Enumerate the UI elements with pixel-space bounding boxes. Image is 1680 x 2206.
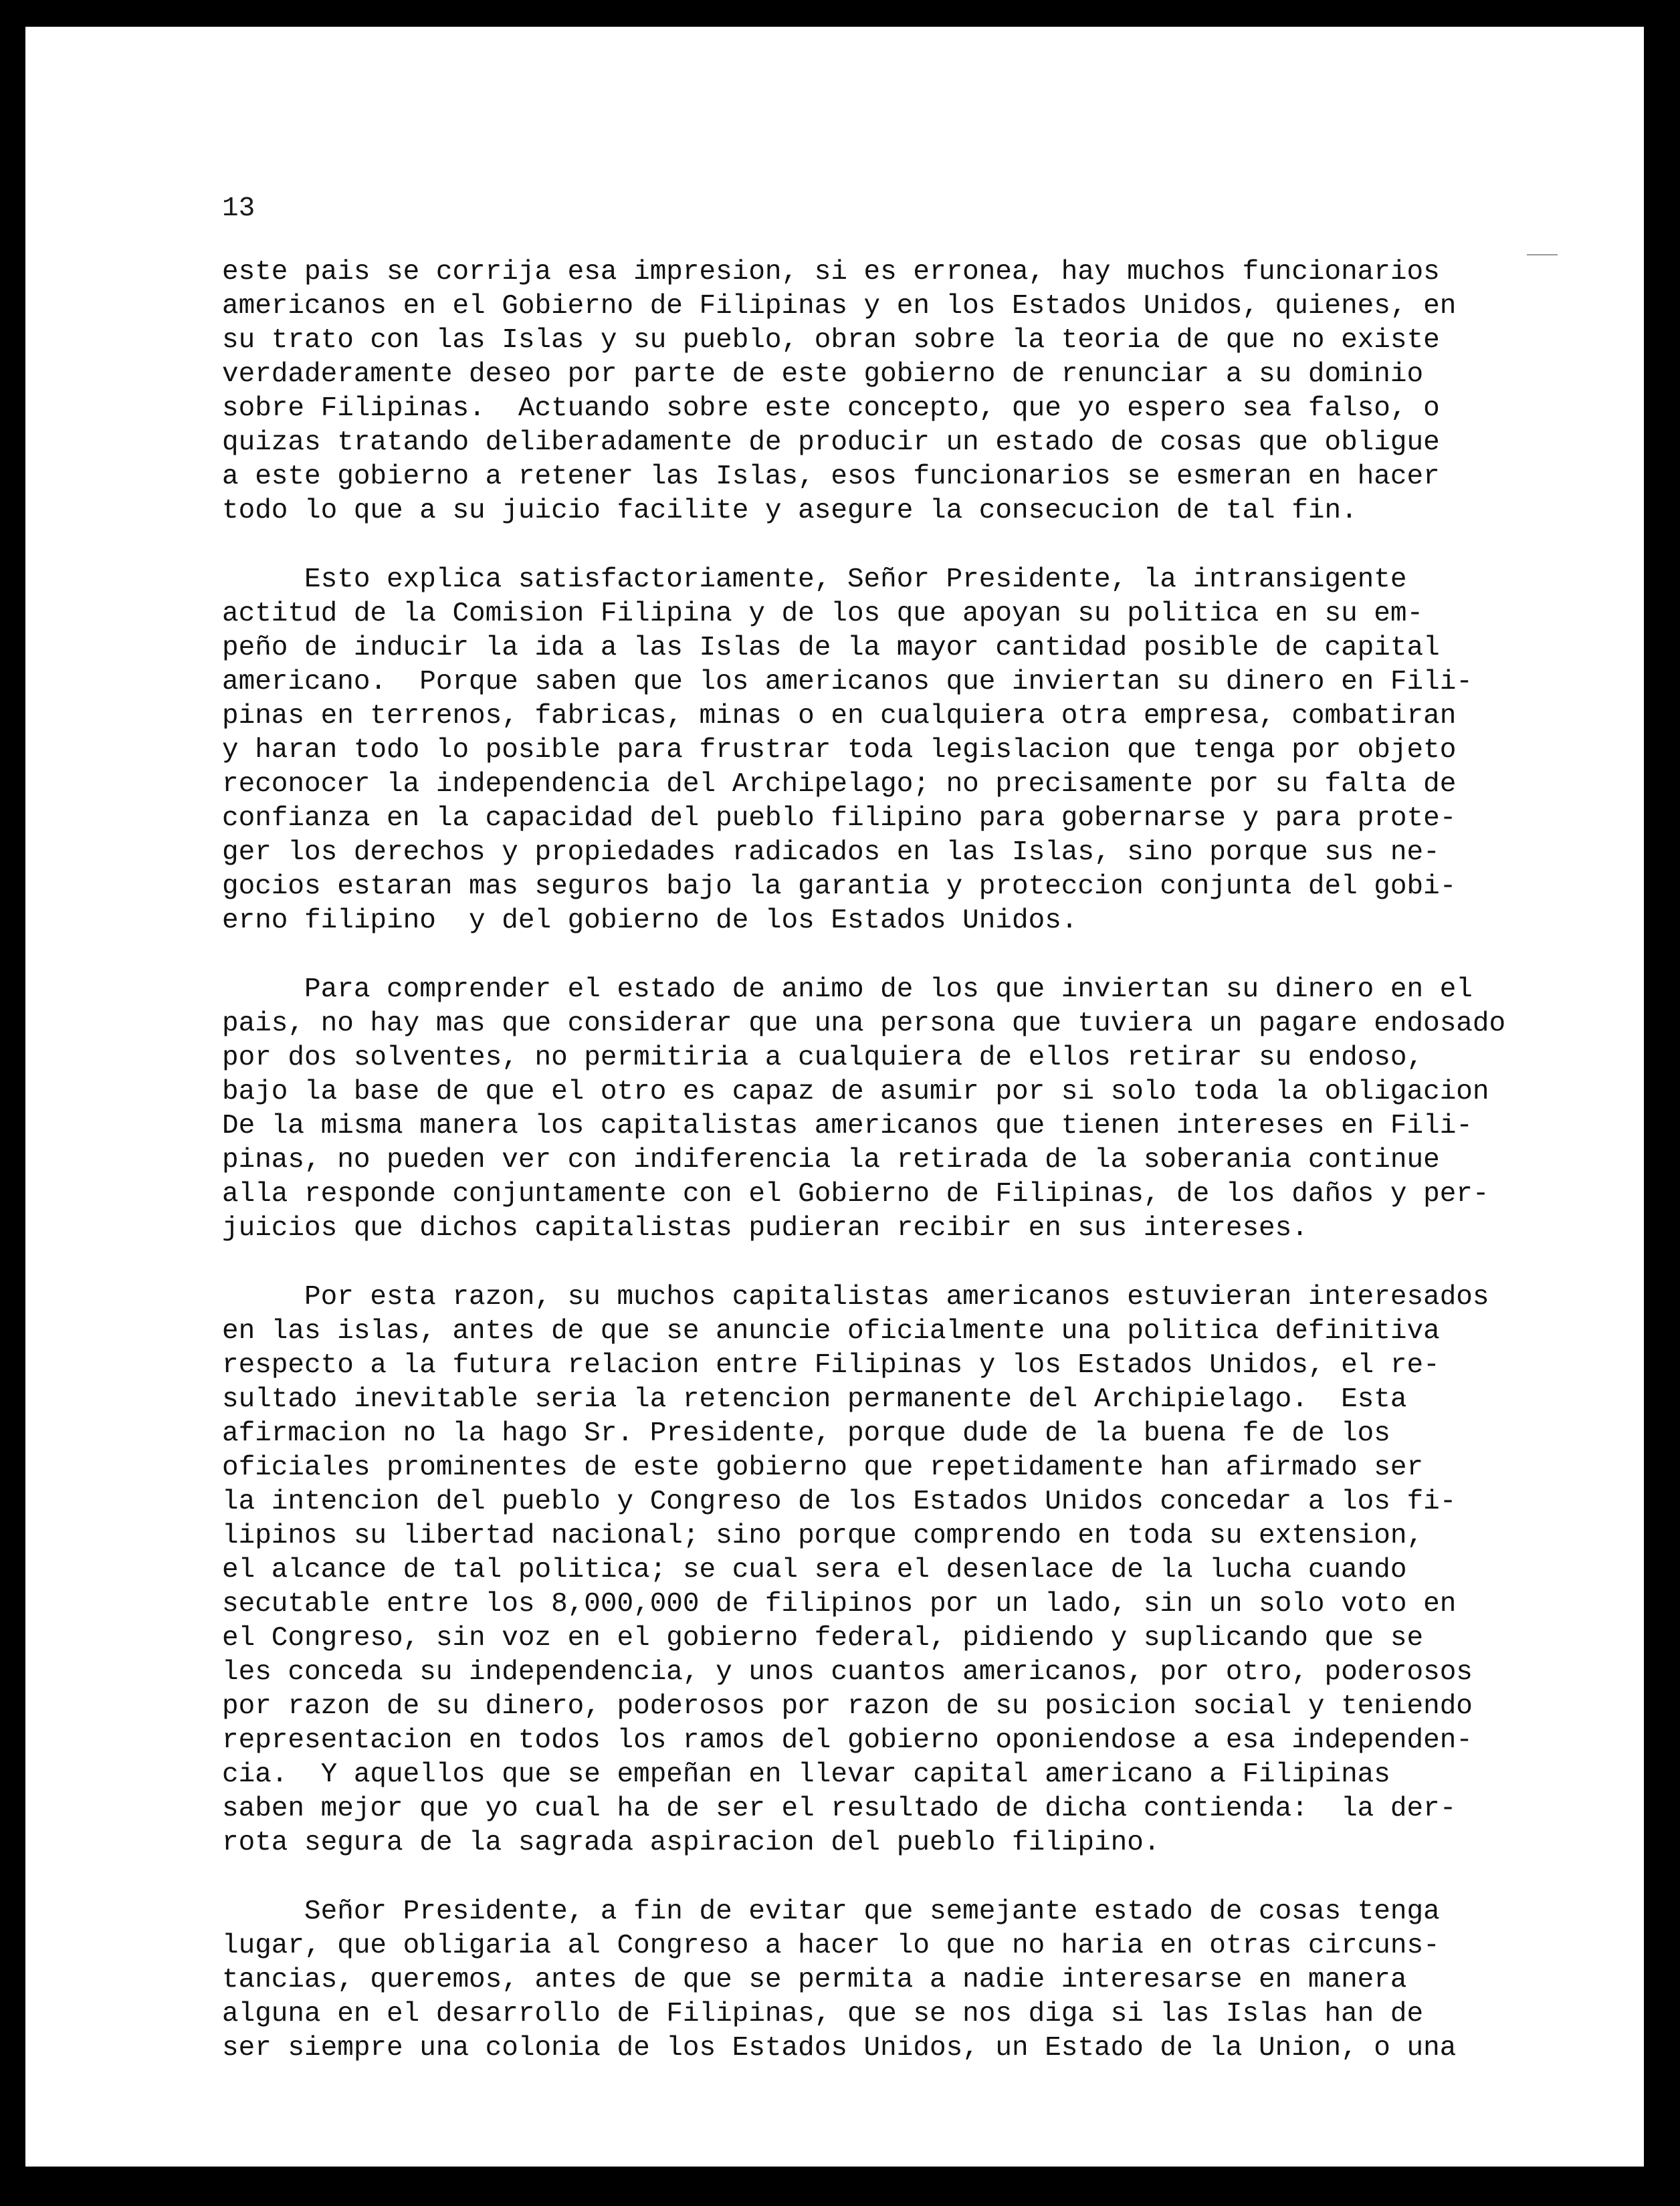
text-line: el alcance de tal politica; se cual sera el desenlace de la lucha cuando — [222, 1555, 1407, 1585]
text-line: quizas tratando deliberadamente de producir un estado de cosas que obligue — [222, 427, 1440, 458]
text-line: este pais se corrija esa impresion, si es erronea, hay muchos funcionarios — [222, 257, 1440, 288]
text-line: tancias, queremos, antes de que se permita a nadie interesarse en manera — [222, 1965, 1407, 1995]
text-line: juicios que dichos capitalistas pudieran recibir en sus intereses. — [222, 1213, 1308, 1244]
text-line: saben mejor que yo cual ha de ser el resultado de dicha contienda: la der- — [222, 1793, 1457, 1824]
text-line: cia. Y aquellos que se empeñan en llevar capital americano a Filipinas — [222, 1759, 1390, 1790]
text-line: pinas, no pueden ver con indiferencia la retirada de la soberania continue — [222, 1145, 1440, 1176]
text-line: en las islas, antes de que se anuncie oficialmente una politica definitiva — [222, 1316, 1440, 1347]
text-line: a este gobierno a retener las Islas, esos funcionarios se esmeran en hacer — [222, 461, 1440, 492]
text-line: Esto explica satisfactoriamente, Señor Presidente, la intransigente — [222, 564, 1407, 595]
text-line: bajo la base de que el otro es capaz de asumir por si solo toda la obligacion — [222, 1077, 1489, 1107]
text-line: por dos solventes, no permitiria a cualquiera de ellos retirar su endoso, — [222, 1042, 1424, 1073]
text-line: secutable entre los 8,000,000 de filipinos por un lado, sin un solo voto en — [222, 1589, 1457, 1620]
document-body — [222, 255, 1560, 2066]
text-line: lugar, que obligaria al Congreso a hacer lo que no haria en otras circuns- — [222, 1931, 1440, 1961]
text-line: la intencion del pueblo y Congreso de los Estados Unidos concedar a los fi- — [222, 1486, 1457, 1517]
text-line: sultado inevitable seria la retencion permanente del Archipielago. Esta — [222, 1384, 1407, 1415]
text-line: pinas en terrenos, fabricas, minas o en cualquiera otra empresa, combatiran — [222, 701, 1457, 732]
text-line: verdaderamente deseo por parte de este gobierno de renunciar a su dominio — [222, 359, 1424, 390]
text-line: y haran todo lo posible para frustrar toda legislacion que tenga por objeto — [222, 735, 1457, 766]
text-line: reconocer la independencia del Archipelago; no precisamente por su falta de — [222, 769, 1457, 800]
text-line: americano. Porque saben que los americanos que inviertan su dinero en Fili- — [222, 667, 1473, 697]
text-line: lipinos su libertad nacional; sino porque comprendo en toda su extension, — [222, 1521, 1424, 1551]
text-line: alguna en el desarrollo de Filipinas, que se nos diga si las Islas han de — [222, 1999, 1424, 2029]
text-line: peño de inducir la ida a las Islas de la mayor cantidad posible de capital — [222, 633, 1440, 663]
text-line: el Congreso, sin voz en el gobierno federal, pidiendo y suplicando que se — [222, 1623, 1424, 1654]
text-line: oficiales prominentes de este gobierno que repetidamente han afirmado ser — [222, 1452, 1424, 1483]
text-line: Para comprender el estado de animo de los que inviertan su dinero en el — [222, 974, 1473, 1005]
text-line: sobre Filipinas. Actuando sobre este concepto, que yo espero sea falso, o — [222, 393, 1440, 424]
text-line: todo lo que a su juicio facilite y asegure la consecucion de tal fin. — [222, 495, 1358, 526]
text-line: alla responde conjuntamente con el Gobierno de Filipinas, de los daños y per- — [222, 1179, 1489, 1210]
text-line: De la misma manera los capitalistas americanos que tienen intereses en Fili- — [222, 1111, 1473, 1141]
page-number: 13 — [222, 193, 255, 224]
text-line: por razon de su dinero, poderosos por razon de su posicion social y teniendo — [222, 1691, 1473, 1722]
paragraph — [222, 1281, 1560, 1860]
text-line: ser siempre una colonia de los Estados Unidos, un Estado de la Union, o una — [222, 2033, 1457, 2064]
text-line: Señor Presidente, a fin de evitar que semejante estado de cosas tenga — [222, 1896, 1440, 1927]
text-line: representacion en todos los ramos del gobierno oponiendose a esa independen- — [222, 1725, 1473, 1756]
text-line: ger los derechos y propiedades radicados en las Islas, sino porque sus ne- — [222, 837, 1440, 868]
text-line: americanos en el Gobierno de Filipinas y en los Estados Unidos, quienes, en — [222, 291, 1457, 322]
text-line: afirmacion no la hago Sr. Presidente, porque dude de la buena fe de los — [222, 1418, 1390, 1449]
text-line: les conceda su independencia, y unos cuantos americanos, por otro, poderosos — [222, 1657, 1473, 1688]
paragraph — [222, 563, 1560, 938]
text-line: pais, no hay mas que considerar que una persona que tuviera un pagare endosado — [222, 1008, 1506, 1039]
text-line: erno filipino y del gobierno de los Estados Unidos. — [222, 905, 1078, 936]
text-line: su trato con las Islas y su pueblo, obran sobre la teoria de que no existe — [222, 325, 1440, 356]
text-line: gocios estaran mas seguros bajo la garantia y proteccion conjunta del gobi- — [222, 871, 1457, 902]
text-line: respecto a la futura relacion entre Filipinas y los Estados Unidos, el re- — [222, 1350, 1440, 1381]
paragraph — [222, 255, 1560, 528]
text-line: rota segura de la sagrada aspiracion del pueblo filipino. — [222, 1828, 1160, 1858]
text-line: actitud de la Comision Filipina y de los que apoyan su politica en su em- — [222, 598, 1424, 629]
paragraph — [222, 1895, 1560, 2066]
paragraph — [222, 973, 1560, 1246]
text-line: Por esta razon, su muchos capitalistas americanos estuvieran interesados — [222, 1282, 1489, 1313]
text-line: confianza en la capacidad del pueblo filipino para gobernarse y para prote- — [222, 803, 1457, 834]
